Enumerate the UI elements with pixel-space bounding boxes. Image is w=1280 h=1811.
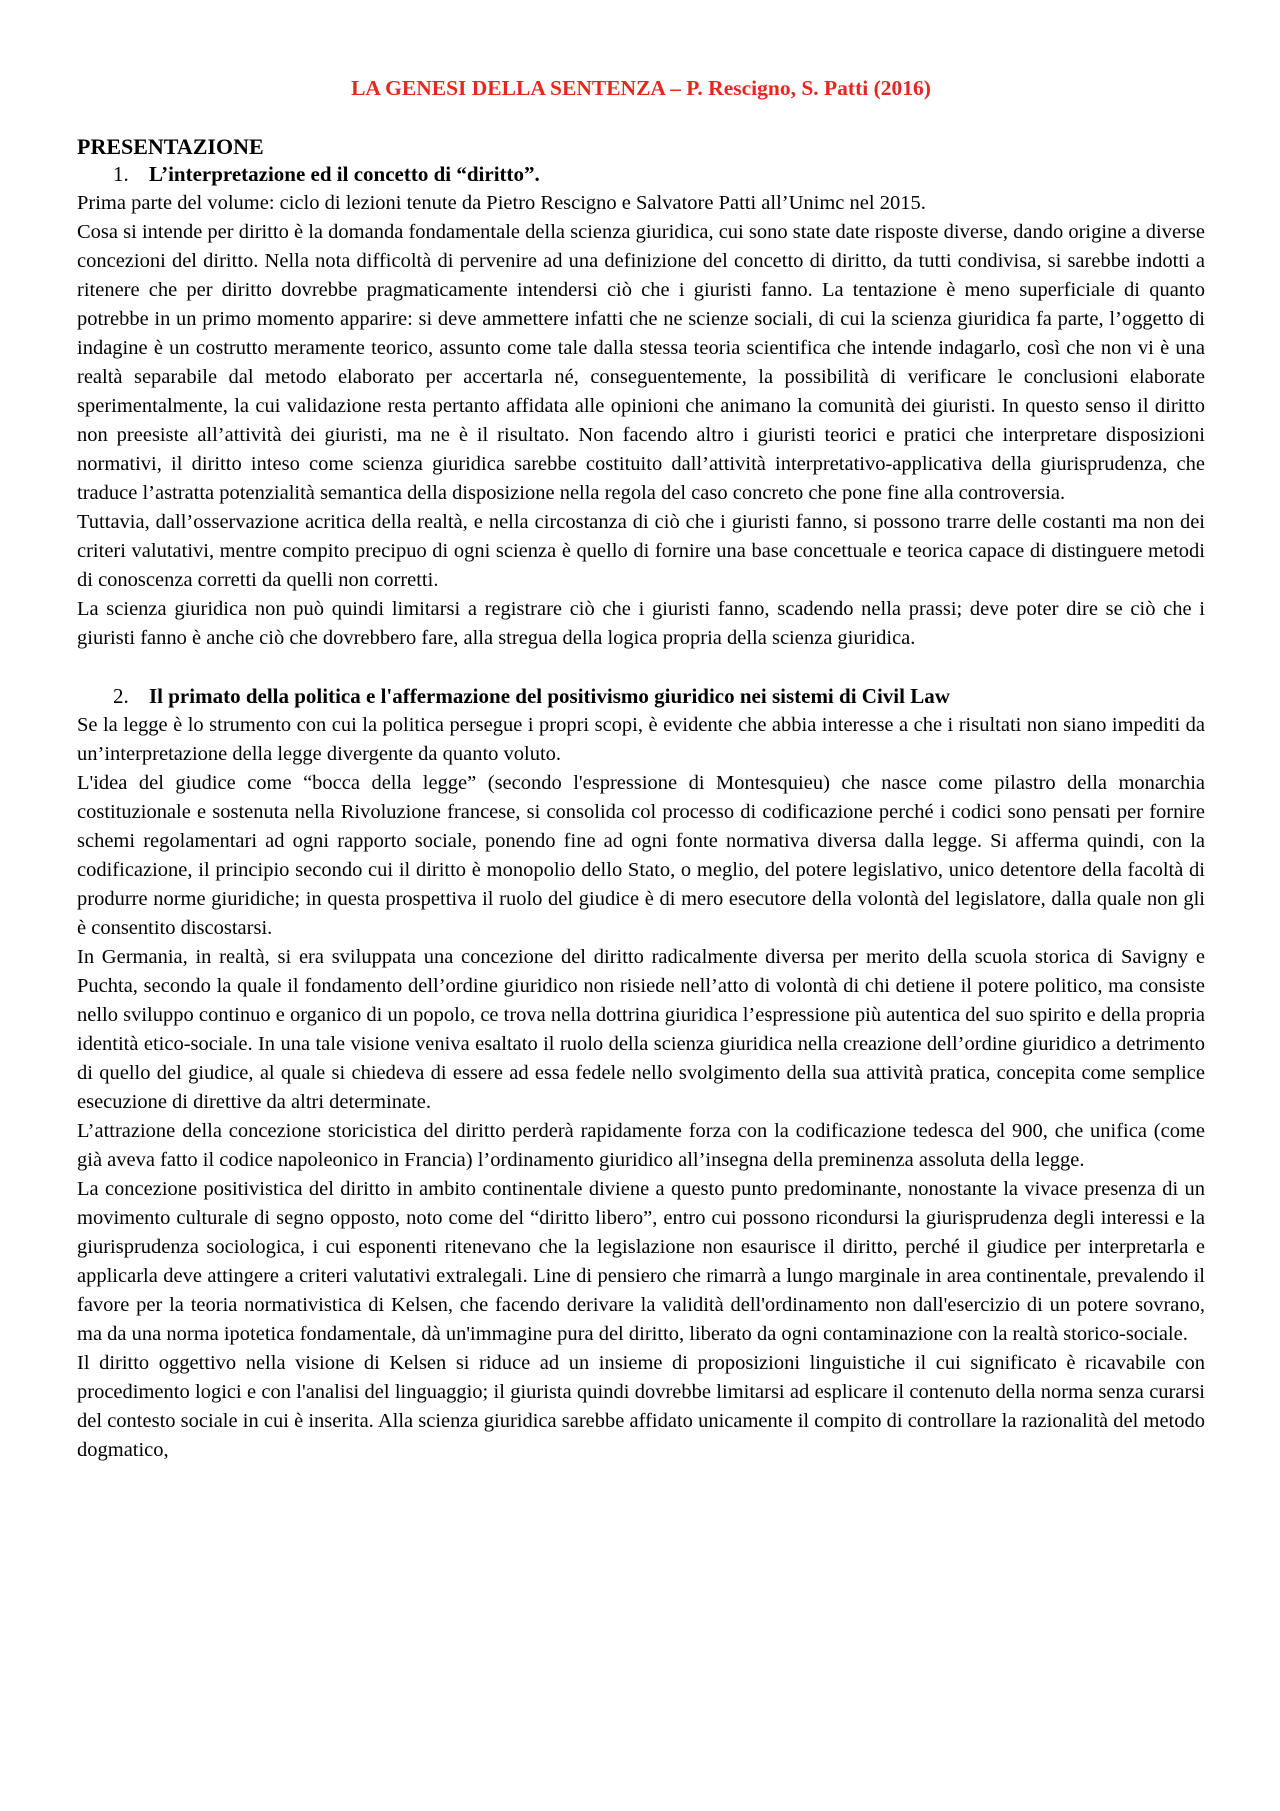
section-heading-presentazione: PRESENTAZIONE (77, 134, 264, 159)
paragraph: Il diritto oggettivo nella visione di Kelsen si riduce ad un insieme di proposizioni linguistiche il cui significato è ricavabile con procedimento logici e con l'analisi del linguaggio; il giurista quindi dovrebbe limitarsi ad esplicare il contenuto della norma senza curarsi del contesto sociale in cui è inserita. Alla scienza giuridica sarebbe affidato unicamente il compito di controllare la razionalità del metodo dogmatico, (77, 1352, 1205, 1461)
paragraph: In Germania, in realtà, si era sviluppata una concezione del diritto radicalmente diversa per merito della scuola storica di Savigny e Puchta, secondo la quale il fondamento dell’ordine giuridico non risiede nell’atto di volontà di chi detiene il potere politico, ma consiste nello sviluppo continuo e organico di un popolo, ce trova nella dottrina giuridica l’espressione più autentica del suo spirito e della propria identità etico-sociale. In una tale visione veniva esaltato il ruolo della scienza giuridica nella creazione dell’ordine giuridico a detrimento di quello del giudice, al quale si chiedeva di essere ad essa fedele nello svolgimento della sua attività pratica, concepita come semplice esecuzione di direttive da altri determinate. (77, 946, 1205, 1113)
section-1-number: 1. (113, 162, 129, 186)
section-spacer (77, 653, 1205, 682)
section-2-number: 2. (113, 684, 129, 708)
paragraph: Tuttavia, dall’osservazione acritica della realtà, e nella circostanza di ciò che i giuristi fanno, si possono trarre delle costanti ma non dei criteri valutativi, mentre compito precipuo di ogni scienza è quello di fornire una base concettuale e teorica capace di distinguere metodi di conoscenza corretti da quelli non corretti. (77, 511, 1205, 591)
paragraph: Cosa si intende per diritto è la domanda fondamentale della scienza giuridica, cui sono state date risposte diverse, dando origine a diverse concezioni del diritto. Nella nota difficoltà di pervenire ad una definizione del concetto di diritto, da tutti condivisa, si sarebbe indotti a ritenere che per diritto dovrebbe pragmaticamente intendersi ciò che i giuristi fanno. La tentazione è meno superficiale di quanto potrebbe in un primo momento apparire: si deve ammettere infatti che ne scienze sociali, di cui la scienza giuridica fa parte, l’oggetto di indagine è un costrutto meramente teorico, assunto come tale dalla stessa teoria scientifica che intende indagarlo, così che non vi è una realtà separabile dal metodo elaborato per accertarla né, conseguentemente, la possibilità di verificare le conclusioni elaborate sperimentalmente, la cui validazione resta pertanto affidata alle opinioni che animano la comunità dei giuristi. In questo senso il diritto non preesiste all’attività dei giuristi, ma ne è il risultato. Non facendo altro i giuristi teorici e pratici che interpretare disposizioni normativi, il diritto inteso come scienza giuridica sarebbe costituito dall’attività interpretativo-applicativa della giurisprudenza, che traduce l’astratta potenzialità semantica della disposizione nella regola del caso concreto che pone fine alla controversia. (77, 221, 1205, 504)
section-1-title: L’interpretazione ed il concetto di “diritto”. (149, 162, 540, 186)
paragraph: Prima parte del volume: ciclo di lezioni tenute da Pietro Rescigno e Salvatore Patti all’Unimc nel 2015. (77, 192, 926, 214)
section-2-heading (77, 682, 1205, 711)
paragraph: L'idea del giudice come “bocca della legge” (secondo l'espressione di Montesquieu) che nasce come pilastro della monarchia costituzionale e sostenuta nella Rivoluzione francese, si consolida col processo di codificazione perché i codici sono pensati per fornire schemi regolamentari ad ogni rapporto sociale, ponendo fine ad ogni fonte normativa diversa dalla legge. Si afferma quindi, con la codificazione, il principio secondo cui il diritto è monopolio dello Stato, o meglio, del potere legislativo, unico detentore della facoltà di produrre norme giuridiche; in questa prospettiva il ruolo del giudice è di mero esecutore della volontà del legislatore, dalla quale non gli è consentito discostarsi. (77, 772, 1205, 939)
paragraph: L’attrazione della concezione storicistica del diritto perderà rapidamente forza con la codificazione tedesca del 900, che unifica (come già aveva fatto il codice napoleonico in Francia) l’ordinamento giuridico all’insegna della preminenza assoluta della legge. (77, 1120, 1205, 1171)
paragraph: Se la legge è lo strumento con cui la politica persegue i propri scopi, è evidente che abbia interesse a che i risultati non siano impediti da un’interpretazione della legge divergente da quanto voluto. (77, 714, 1205, 765)
paragraph: La scienza giuridica non può quindi limitarsi a registrare ciò che i giuristi fanno, scadendo nella prassi; deve poter dire se ciò che i giuristi fanno è anche ciò che dovrebbero fare, alla stregua della logica propria della scienza giuridica. (77, 598, 1205, 649)
paragraph: La concezione positivistica del diritto in ambito continentale diviene a questo punto predominante, nonostante la vivace presenza di un movimento culturale di segno opposto, noto come del “diritto libero”, entro cui possono ricondursi la giurisprudenza degli interessi e la giurisprudenza sociologica, i cui esponenti ritenevano che la legislazione non esaurisce il diritto, perché il giudice per interpretarla e applicarla deve attingere a criteri valutativi extralegali. Line di pensiero che rimarrà a lungo marginale in area continentale, prevalendo il favore per la teoria normativistica di Kelsen, che facendo derivare la validità dell'ordinamento non dall'esercizio di un potere sovrano, ma da una norma ipotetica fondamentale, dà un'immagine pura del diritto, liberato da ogni contaminazione con la realtà storico-sociale. (77, 1178, 1205, 1345)
document-page (77, 75, 1205, 1465)
document-title: LA GENESI DELLA SENTENZA – P. Rescigno, S. Patti (2016) (351, 76, 931, 100)
section-2-title: Il primato della politica e l'affermazione del positivismo giuridico nei sistemi di Civil Law (149, 684, 950, 708)
section-2 (77, 682, 1205, 1465)
section-1 (77, 160, 1205, 653)
section-1-heading (77, 160, 1205, 189)
